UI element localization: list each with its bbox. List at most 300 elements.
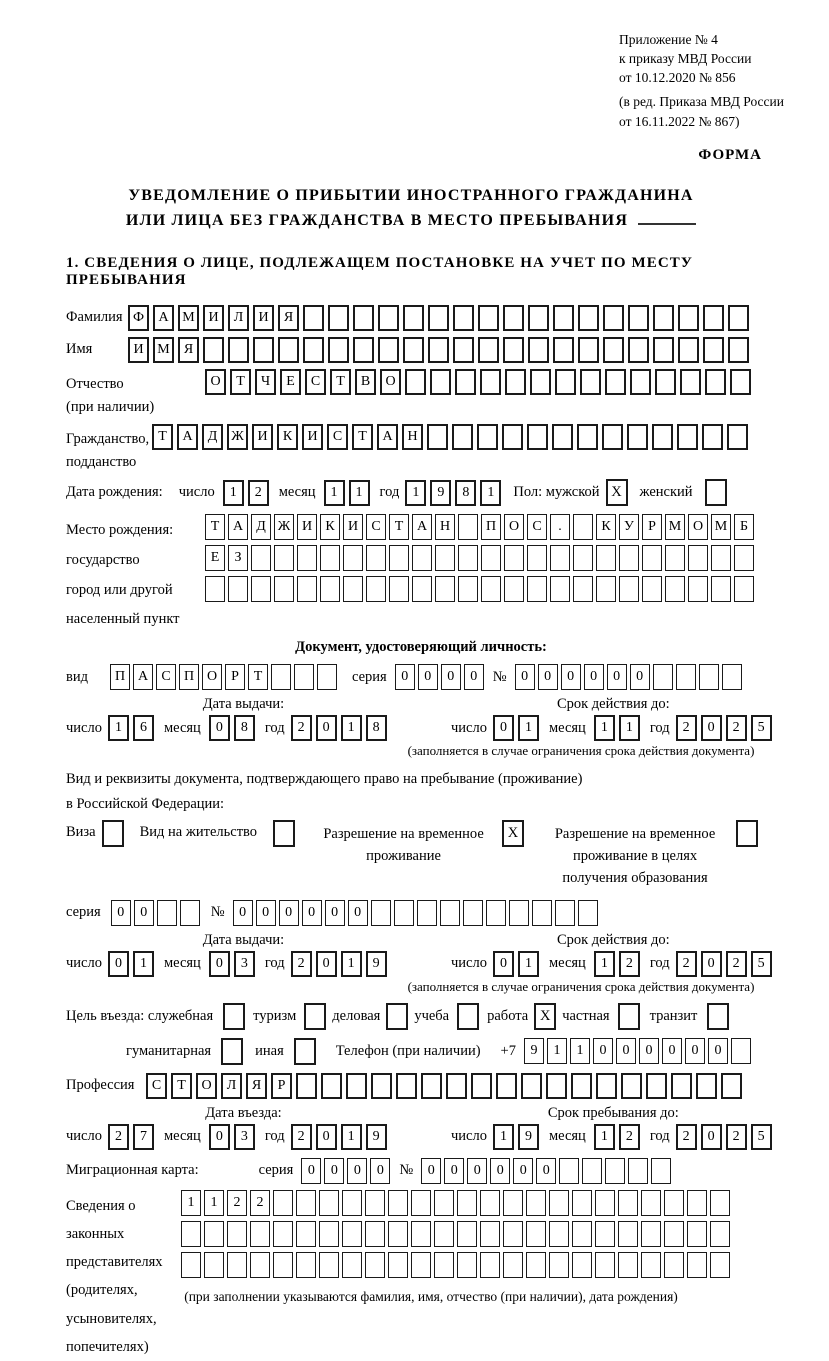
char-cell[interactable]: [365, 1221, 385, 1247]
char-cell[interactable]: [427, 424, 448, 450]
char-cell[interactable]: [688, 576, 708, 602]
char-cell[interactable]: М: [665, 514, 685, 540]
char-cell[interactable]: [480, 1190, 500, 1216]
char-cell[interactable]: [678, 337, 699, 363]
char-cell[interactable]: 2: [248, 480, 269, 506]
char-cell[interactable]: 3: [234, 1124, 255, 1150]
char-cell[interactable]: [496, 1073, 517, 1099]
char-cell[interactable]: [405, 369, 426, 395]
char-cell[interactable]: Т: [389, 514, 409, 540]
char-cell[interactable]: [619, 576, 639, 602]
char-cell[interactable]: [527, 576, 547, 602]
char-cell[interactable]: [481, 545, 501, 571]
char-cell[interactable]: 2: [726, 715, 747, 741]
char-cell[interactable]: [572, 1221, 592, 1247]
char-cell[interactable]: 0: [316, 1124, 337, 1150]
char-cell[interactable]: П: [481, 514, 501, 540]
char-cell[interactable]: С: [305, 369, 326, 395]
char-cell[interactable]: П: [179, 664, 199, 690]
char-cell[interactable]: [181, 1221, 201, 1247]
char-cell[interactable]: [628, 1158, 648, 1184]
char-cell[interactable]: [428, 305, 449, 331]
char-cell[interactable]: Ж: [227, 424, 248, 450]
char-cell[interactable]: [274, 545, 294, 571]
char-cell[interactable]: [552, 424, 573, 450]
char-cell[interactable]: [595, 1252, 615, 1278]
char-cell[interactable]: [642, 576, 662, 602]
char-cell[interactable]: [342, 1252, 362, 1278]
char-cell[interactable]: С: [146, 1073, 167, 1099]
char-cell[interactable]: [687, 1252, 707, 1278]
char-cell[interactable]: [434, 1221, 454, 1247]
char-cell[interactable]: 0: [685, 1038, 705, 1064]
char-cell[interactable]: [440, 900, 460, 926]
char-cell[interactable]: [319, 1190, 339, 1216]
char-cell[interactable]: А: [177, 424, 198, 450]
char-cell[interactable]: И: [302, 424, 323, 450]
char-cell[interactable]: [721, 1073, 742, 1099]
char-cell[interactable]: [572, 1190, 592, 1216]
char-cell[interactable]: [378, 305, 399, 331]
char-cell[interactable]: [411, 1252, 431, 1278]
char-cell[interactable]: 1: [349, 480, 370, 506]
char-cell[interactable]: 9: [366, 951, 387, 977]
char-cell[interactable]: Д: [251, 514, 271, 540]
char-cell[interactable]: Ф: [128, 305, 149, 331]
char-cell[interactable]: О: [504, 514, 524, 540]
char-cell[interactable]: [555, 369, 576, 395]
char-cell[interactable]: [711, 545, 731, 571]
char-cell[interactable]: 0: [111, 900, 131, 926]
char-cell[interactable]: [486, 900, 506, 926]
char-cell[interactable]: Я: [178, 337, 199, 363]
char-cell[interactable]: [471, 1073, 492, 1099]
char-cell[interactable]: М: [153, 337, 174, 363]
char-cell[interactable]: [411, 1221, 431, 1247]
char-cell[interactable]: [417, 900, 437, 926]
temp-residence-checkbox[interactable]: X: [502, 820, 524, 847]
char-cell[interactable]: 0: [607, 664, 627, 690]
char-cell[interactable]: [728, 337, 749, 363]
char-cell[interactable]: [630, 369, 651, 395]
char-cell[interactable]: [664, 1190, 684, 1216]
char-cell[interactable]: [342, 1190, 362, 1216]
char-cell[interactable]: [228, 337, 249, 363]
char-cell[interactable]: [596, 545, 616, 571]
char-cell[interactable]: [703, 337, 724, 363]
char-cell[interactable]: 0: [301, 1158, 321, 1184]
char-cell[interactable]: 1: [133, 951, 154, 977]
char-cell[interactable]: 5: [751, 715, 772, 741]
char-cell[interactable]: [559, 1158, 579, 1184]
char-cell[interactable]: 8: [234, 715, 255, 741]
char-cell[interactable]: [504, 545, 524, 571]
char-cell[interactable]: Т: [352, 424, 373, 450]
char-cell[interactable]: [365, 1252, 385, 1278]
char-cell[interactable]: М: [711, 514, 731, 540]
char-cell[interactable]: 0: [616, 1038, 636, 1064]
char-cell[interactable]: 0: [316, 715, 337, 741]
char-cell[interactable]: [204, 1252, 224, 1278]
char-cell[interactable]: [478, 305, 499, 331]
char-cell[interactable]: [555, 900, 575, 926]
purpose-business-checkbox[interactable]: [386, 1003, 408, 1030]
char-cell[interactable]: [705, 369, 726, 395]
char-cell[interactable]: И: [203, 305, 224, 331]
char-cell[interactable]: [157, 900, 177, 926]
char-cell[interactable]: [434, 1190, 454, 1216]
char-cell[interactable]: [618, 1221, 638, 1247]
char-cell[interactable]: [371, 900, 391, 926]
char-cell[interactable]: 8: [455, 480, 476, 506]
char-cell[interactable]: [273, 1221, 293, 1247]
char-cell[interactable]: [603, 305, 624, 331]
char-cell[interactable]: 1: [405, 480, 426, 506]
char-cell[interactable]: [458, 576, 478, 602]
char-cell[interactable]: [435, 545, 455, 571]
gender-male-checkbox[interactable]: X: [606, 479, 628, 506]
char-cell[interactable]: [578, 305, 599, 331]
char-cell[interactable]: [728, 305, 749, 331]
char-cell[interactable]: [687, 1221, 707, 1247]
char-cell[interactable]: [342, 1221, 362, 1247]
char-cell[interactable]: [180, 900, 200, 926]
char-cell[interactable]: [578, 900, 598, 926]
char-cell[interactable]: И: [252, 424, 273, 450]
char-cell[interactable]: Р: [225, 664, 245, 690]
purpose-tourism-checkbox[interactable]: [304, 1003, 326, 1030]
char-cell[interactable]: [549, 1221, 569, 1247]
char-cell[interactable]: [710, 1221, 730, 1247]
char-cell[interactable]: [578, 337, 599, 363]
char-cell[interactable]: [503, 1190, 523, 1216]
char-cell[interactable]: 0: [515, 664, 535, 690]
char-cell[interactable]: [572, 1252, 592, 1278]
char-cell[interactable]: 0: [493, 715, 514, 741]
char-cell[interactable]: [319, 1221, 339, 1247]
char-cell[interactable]: [527, 424, 548, 450]
char-cell[interactable]: И: [128, 337, 149, 363]
char-cell[interactable]: [412, 576, 432, 602]
char-cell[interactable]: [480, 1221, 500, 1247]
char-cell[interactable]: [503, 337, 524, 363]
char-cell[interactable]: 2: [676, 715, 697, 741]
char-cell[interactable]: [619, 545, 639, 571]
char-cell[interactable]: 0: [561, 664, 581, 690]
char-cell[interactable]: [655, 369, 676, 395]
char-cell[interactable]: .: [550, 514, 570, 540]
char-cell[interactable]: [273, 1252, 293, 1278]
char-cell[interactable]: [388, 1190, 408, 1216]
char-cell[interactable]: [641, 1221, 661, 1247]
char-cell[interactable]: [457, 1252, 477, 1278]
char-cell[interactable]: 1: [223, 480, 244, 506]
char-cell[interactable]: [603, 337, 624, 363]
char-cell[interactable]: [278, 337, 299, 363]
char-cell[interactable]: О: [688, 514, 708, 540]
char-cell[interactable]: [480, 1252, 500, 1278]
char-cell[interactable]: Р: [271, 1073, 292, 1099]
char-cell[interactable]: [734, 576, 754, 602]
purpose-work-checkbox[interactable]: X: [534, 1003, 556, 1030]
char-cell[interactable]: [621, 1073, 642, 1099]
char-cell[interactable]: [463, 900, 483, 926]
char-cell[interactable]: 2: [108, 1124, 129, 1150]
char-cell[interactable]: [403, 337, 424, 363]
char-cell[interactable]: И: [297, 514, 317, 540]
char-cell[interactable]: [403, 305, 424, 331]
char-cell[interactable]: [452, 424, 473, 450]
char-cell[interactable]: 1: [108, 715, 129, 741]
char-cell[interactable]: 0: [209, 715, 230, 741]
char-cell[interactable]: [642, 545, 662, 571]
char-cell[interactable]: [503, 1221, 523, 1247]
char-cell[interactable]: 0: [490, 1158, 510, 1184]
char-cell[interactable]: [727, 424, 748, 450]
char-cell[interactable]: [251, 545, 271, 571]
char-cell[interactable]: [711, 576, 731, 602]
char-cell[interactable]: О: [202, 664, 222, 690]
char-cell[interactable]: А: [412, 514, 432, 540]
char-cell[interactable]: А: [133, 664, 153, 690]
char-cell[interactable]: Л: [221, 1073, 242, 1099]
char-cell[interactable]: [273, 1190, 293, 1216]
char-cell[interactable]: [730, 369, 751, 395]
char-cell[interactable]: [481, 576, 501, 602]
char-cell[interactable]: К: [320, 514, 340, 540]
char-cell[interactable]: [653, 337, 674, 363]
char-cell[interactable]: [343, 576, 363, 602]
char-cell[interactable]: С: [527, 514, 547, 540]
char-cell[interactable]: 2: [726, 1124, 747, 1150]
char-cell[interactable]: А: [377, 424, 398, 450]
char-cell[interactable]: [319, 1252, 339, 1278]
char-cell[interactable]: 0: [538, 664, 558, 690]
char-cell[interactable]: [595, 1221, 615, 1247]
char-cell[interactable]: Т: [205, 514, 225, 540]
char-cell[interactable]: 2: [619, 1124, 640, 1150]
char-cell[interactable]: Л: [228, 305, 249, 331]
char-cell[interactable]: [328, 305, 349, 331]
char-cell[interactable]: [550, 545, 570, 571]
char-cell[interactable]: [453, 305, 474, 331]
char-cell[interactable]: [553, 305, 574, 331]
char-cell[interactable]: [628, 337, 649, 363]
char-cell[interactable]: [294, 664, 314, 690]
char-cell[interactable]: [271, 664, 291, 690]
char-cell[interactable]: 2: [619, 951, 640, 977]
char-cell[interactable]: [664, 1221, 684, 1247]
char-cell[interactable]: 0: [256, 900, 276, 926]
title-blank-line[interactable]: [638, 209, 696, 225]
char-cell[interactable]: [303, 305, 324, 331]
char-cell[interactable]: 1: [594, 715, 615, 741]
char-cell[interactable]: [671, 1073, 692, 1099]
char-cell[interactable]: Т: [330, 369, 351, 395]
char-cell[interactable]: [430, 369, 451, 395]
char-cell[interactable]: 0: [464, 664, 484, 690]
char-cell[interactable]: 0: [302, 900, 322, 926]
char-cell[interactable]: [526, 1221, 546, 1247]
purpose-transit-checkbox[interactable]: [707, 1003, 729, 1030]
char-cell[interactable]: [528, 305, 549, 331]
char-cell[interactable]: [577, 424, 598, 450]
char-cell[interactable]: Н: [402, 424, 423, 450]
char-cell[interactable]: 1: [341, 715, 362, 741]
char-cell[interactable]: 1: [341, 951, 362, 977]
char-cell[interactable]: 0: [444, 1158, 464, 1184]
char-cell[interactable]: 0: [593, 1038, 613, 1064]
char-cell[interactable]: Т: [230, 369, 251, 395]
char-cell[interactable]: 2: [291, 951, 312, 977]
char-cell[interactable]: [580, 369, 601, 395]
char-cell[interactable]: [546, 1073, 567, 1099]
char-cell[interactable]: [320, 545, 340, 571]
char-cell[interactable]: [602, 424, 623, 450]
purpose-private-checkbox[interactable]: [618, 1003, 640, 1030]
char-cell[interactable]: [320, 576, 340, 602]
char-cell[interactable]: О: [196, 1073, 217, 1099]
char-cell[interactable]: [605, 1158, 625, 1184]
char-cell[interactable]: [628, 305, 649, 331]
char-cell[interactable]: [353, 305, 374, 331]
char-cell[interactable]: [526, 1190, 546, 1216]
char-cell[interactable]: [453, 337, 474, 363]
char-cell[interactable]: [710, 1252, 730, 1278]
char-cell[interactable]: 0: [134, 900, 154, 926]
char-cell[interactable]: 0: [233, 900, 253, 926]
char-cell[interactable]: 9: [430, 480, 451, 506]
char-cell[interactable]: 2: [726, 951, 747, 977]
char-cell[interactable]: [731, 1038, 751, 1064]
char-cell[interactable]: [317, 664, 337, 690]
char-cell[interactable]: [651, 1158, 671, 1184]
char-cell[interactable]: 0: [536, 1158, 556, 1184]
char-cell[interactable]: Я: [246, 1073, 267, 1099]
char-cell[interactable]: К: [277, 424, 298, 450]
char-cell[interactable]: [457, 1190, 477, 1216]
char-cell[interactable]: 0: [441, 664, 461, 690]
char-cell[interactable]: [696, 1073, 717, 1099]
char-cell[interactable]: [251, 576, 271, 602]
char-cell[interactable]: [296, 1190, 316, 1216]
char-cell[interactable]: А: [153, 305, 174, 331]
char-cell[interactable]: Т: [248, 664, 268, 690]
char-cell[interactable]: Т: [171, 1073, 192, 1099]
gender-female-checkbox[interactable]: [705, 479, 727, 506]
char-cell[interactable]: [722, 664, 742, 690]
char-cell[interactable]: [677, 424, 698, 450]
char-cell[interactable]: 2: [291, 1124, 312, 1150]
char-cell[interactable]: 0: [209, 951, 230, 977]
char-cell[interactable]: [328, 337, 349, 363]
char-cell[interactable]: [412, 545, 432, 571]
char-cell[interactable]: [502, 424, 523, 450]
char-cell[interactable]: Б: [734, 514, 754, 540]
char-cell[interactable]: [343, 545, 363, 571]
char-cell[interactable]: [250, 1252, 270, 1278]
char-cell[interactable]: [653, 305, 674, 331]
char-cell[interactable]: [618, 1252, 638, 1278]
char-cell[interactable]: [389, 545, 409, 571]
char-cell[interactable]: [378, 337, 399, 363]
char-cell[interactable]: [680, 369, 701, 395]
char-cell[interactable]: Д: [202, 424, 223, 450]
char-cell[interactable]: 0: [348, 900, 368, 926]
char-cell[interactable]: Т: [152, 424, 173, 450]
char-cell[interactable]: [446, 1073, 467, 1099]
char-cell[interactable]: [388, 1252, 408, 1278]
char-cell[interactable]: [503, 1252, 523, 1278]
char-cell[interactable]: [296, 1221, 316, 1247]
char-cell[interactable]: [478, 337, 499, 363]
char-cell[interactable]: [253, 337, 274, 363]
char-cell[interactable]: [505, 369, 526, 395]
char-cell[interactable]: О: [380, 369, 401, 395]
purpose-other-checkbox[interactable]: [294, 1038, 316, 1065]
char-cell[interactable]: 0: [418, 664, 438, 690]
char-cell[interactable]: [504, 576, 524, 602]
char-cell[interactable]: 0: [324, 1158, 344, 1184]
char-cell[interactable]: [652, 424, 673, 450]
char-cell[interactable]: 8: [366, 715, 387, 741]
char-cell[interactable]: [687, 1190, 707, 1216]
char-cell[interactable]: 0: [421, 1158, 441, 1184]
char-cell[interactable]: 1: [324, 480, 345, 506]
char-cell[interactable]: 0: [630, 664, 650, 690]
char-cell[interactable]: 5: [751, 951, 772, 977]
char-cell[interactable]: [627, 424, 648, 450]
char-cell[interactable]: [250, 1221, 270, 1247]
char-cell[interactable]: 0: [513, 1158, 533, 1184]
char-cell[interactable]: [553, 337, 574, 363]
char-cell[interactable]: 0: [584, 664, 604, 690]
char-cell[interactable]: [571, 1073, 592, 1099]
char-cell[interactable]: [503, 305, 524, 331]
char-cell[interactable]: [228, 576, 248, 602]
char-cell[interactable]: 0: [347, 1158, 367, 1184]
char-cell[interactable]: [664, 1252, 684, 1278]
char-cell[interactable]: В: [355, 369, 376, 395]
char-cell[interactable]: [203, 337, 224, 363]
char-cell[interactable]: З: [228, 545, 248, 571]
char-cell[interactable]: 1: [518, 951, 539, 977]
char-cell[interactable]: 1: [480, 480, 501, 506]
char-cell[interactable]: 2: [291, 715, 312, 741]
char-cell[interactable]: Н: [435, 514, 455, 540]
char-cell[interactable]: [521, 1073, 542, 1099]
char-cell[interactable]: [665, 576, 685, 602]
char-cell[interactable]: 0: [316, 951, 337, 977]
char-cell[interactable]: 3: [234, 951, 255, 977]
char-cell[interactable]: 0: [701, 951, 722, 977]
char-cell[interactable]: [435, 576, 455, 602]
char-cell[interactable]: [549, 1190, 569, 1216]
residence-permit-checkbox[interactable]: [273, 820, 295, 847]
char-cell[interactable]: 1: [204, 1190, 224, 1216]
char-cell[interactable]: 1: [181, 1190, 201, 1216]
char-cell[interactable]: 0: [325, 900, 345, 926]
char-cell[interactable]: 9: [524, 1038, 544, 1064]
char-cell[interactable]: [394, 900, 414, 926]
char-cell[interactable]: 1: [341, 1124, 362, 1150]
char-cell[interactable]: [366, 545, 386, 571]
purpose-official-checkbox[interactable]: [223, 1003, 245, 1030]
char-cell[interactable]: С: [156, 664, 176, 690]
char-cell[interactable]: [595, 1190, 615, 1216]
char-cell[interactable]: [421, 1073, 442, 1099]
char-cell[interactable]: 0: [701, 1124, 722, 1150]
